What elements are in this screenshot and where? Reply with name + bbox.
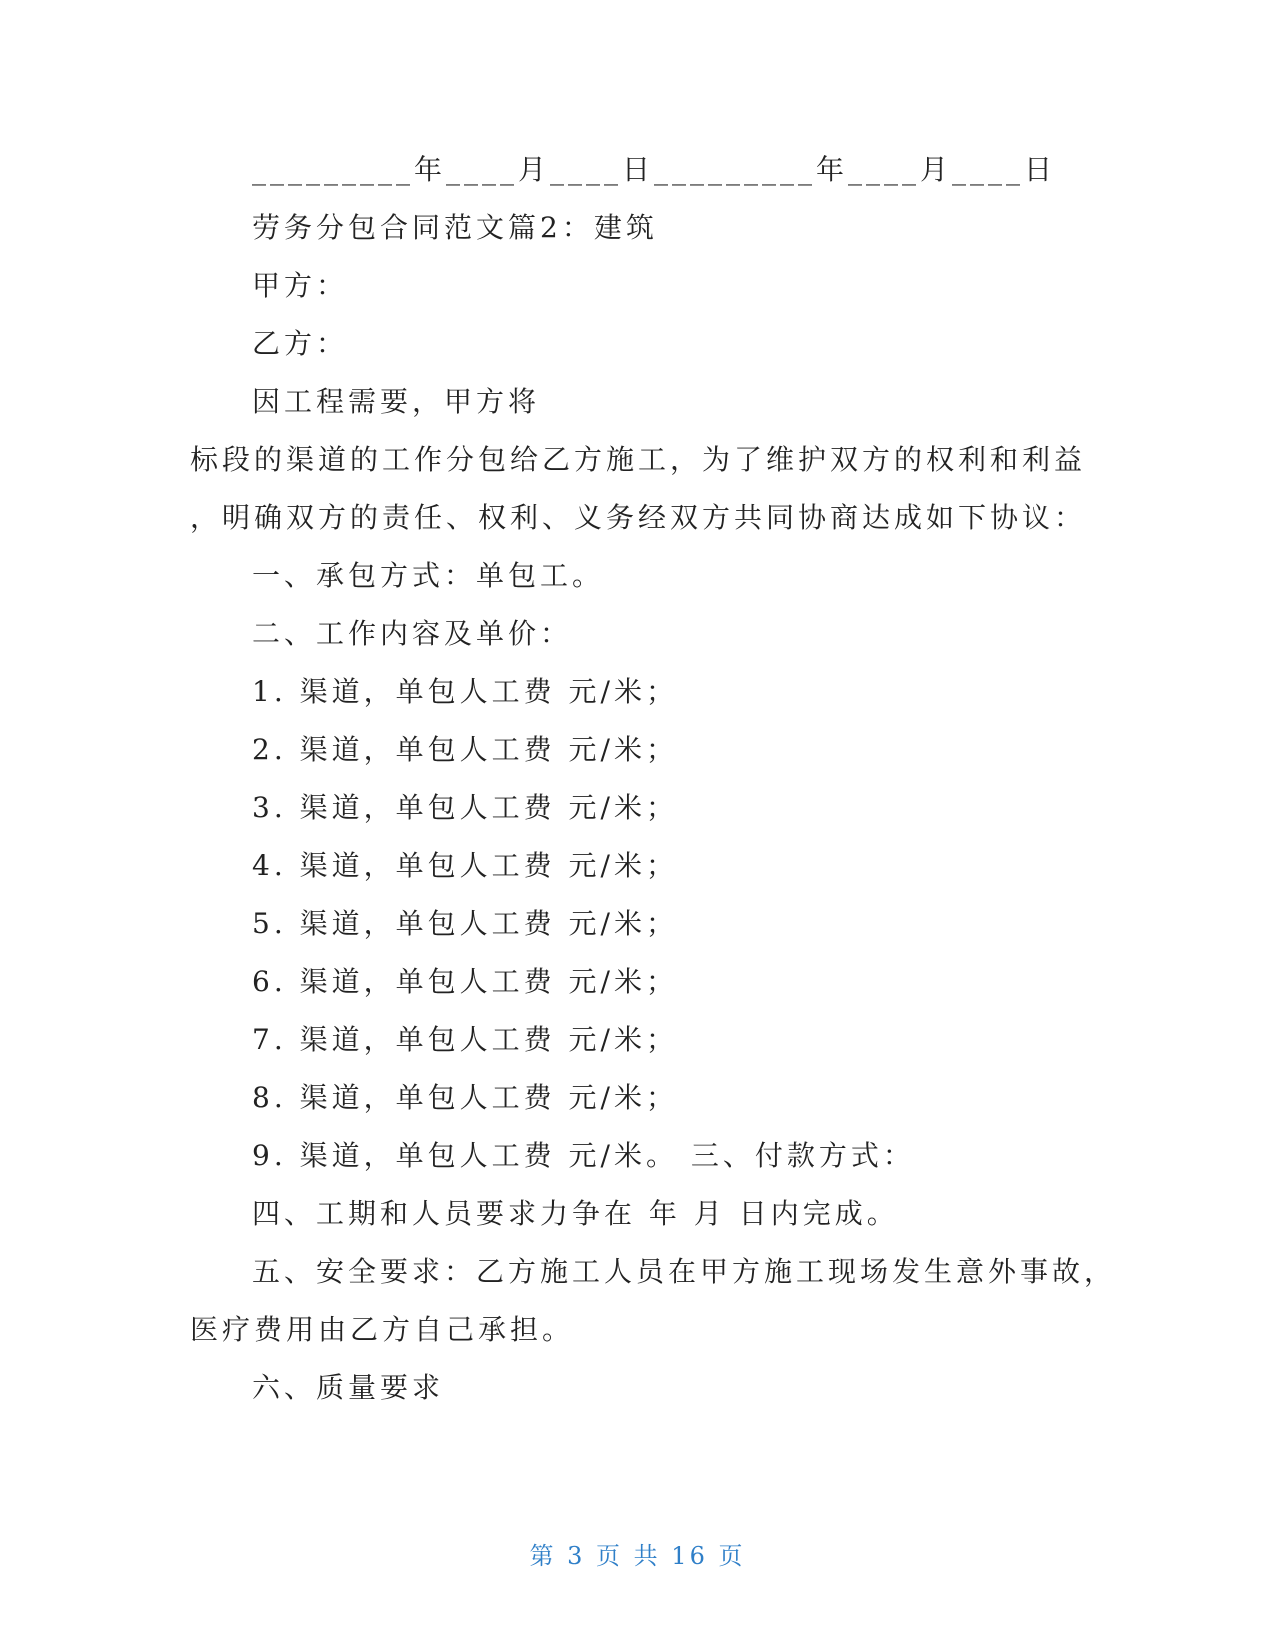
price-item: 8. 渠道，单包人工费 元/米； xyxy=(252,1081,678,1114)
price-item: 9. 渠道，单包人工费 元/米。 三、付款方式： xyxy=(252,1139,915,1172)
price-item: 6. 渠道，单包人工费 元/米； xyxy=(252,965,678,998)
party-a-line: 甲方： xyxy=(252,269,349,302)
price-item: 1. 渠道，单包人工费 元/米； xyxy=(252,675,678,708)
clause-schedule: 四、工期和人员要求力争在 年 月 日内完成。 xyxy=(252,1197,899,1230)
price-item: 2. 渠道，单包人工费 元/米； xyxy=(252,733,678,766)
intro-paragraph-line: 标段的渠道的工作分包给乙方施工，为了维护双方的权利和利益 xyxy=(190,443,1087,476)
clause-contract-method: 一、承包方式：单包工。 xyxy=(252,559,605,592)
price-item: 5. 渠道，单包人工费 元/米； xyxy=(252,907,678,940)
intro-paragraph-start: 因工程需要，甲方将 xyxy=(252,385,541,418)
price-item: 7. 渠道，单包人工费 元/米； xyxy=(252,1023,678,1056)
clause-work-content: 二、工作内容及单价： xyxy=(252,617,573,650)
page-number-footer: 第 3 页 共 16 页 xyxy=(529,1542,746,1570)
clause-quality: 六、质量要求 xyxy=(252,1371,445,1404)
price-item: 4. 渠道，单包人工费 元/米； xyxy=(252,849,678,882)
clause-safety-continued: 医疗费用由乙方自己承担。 xyxy=(190,1313,575,1346)
party-b-line: 乙方： xyxy=(252,327,349,360)
signature-date-line: _________年____月____日_________年____月____日 xyxy=(252,153,1057,186)
intro-paragraph-line: ，明确双方的责任、权利、义务经双方共同协商达成如下协议： xyxy=(190,501,1087,534)
price-item: 3. 渠道，单包人工费 元/米； xyxy=(252,791,678,824)
clause-safety: 五、安全要求：乙方施工人员在甲方施工现场发生意外事故， xyxy=(252,1255,1117,1288)
section-heading: 劳务分包合同范文篇2：建筑 xyxy=(252,211,658,244)
